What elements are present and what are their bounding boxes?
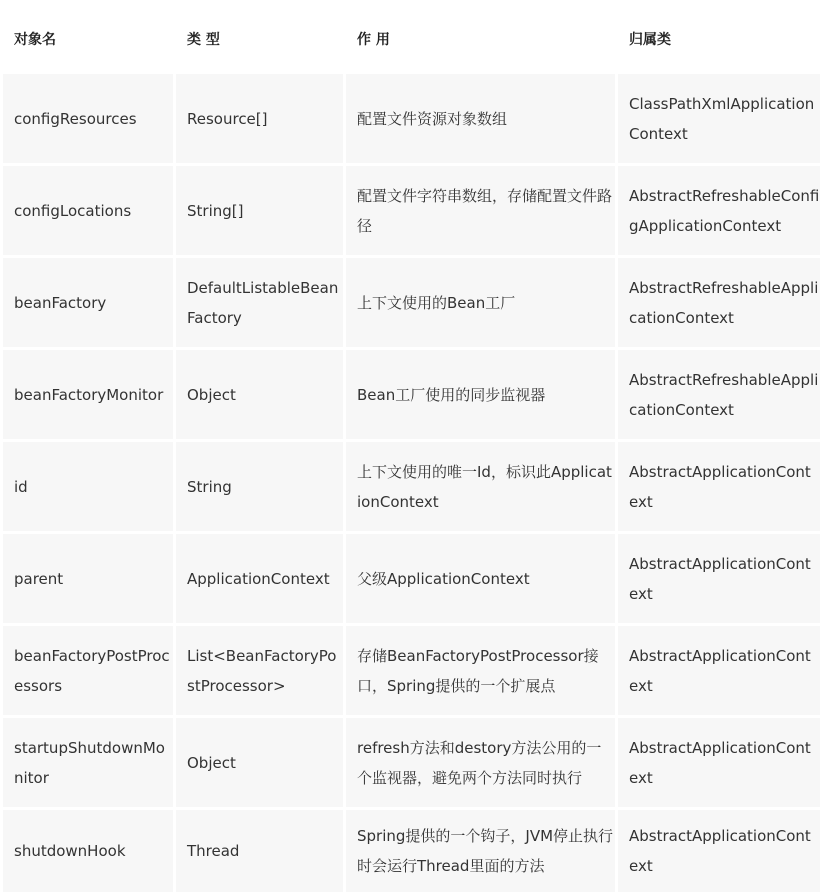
cell-object-name: beanFactoryPostProcessors bbox=[3, 626, 173, 715]
cell-object-name: configResources bbox=[3, 74, 173, 163]
table-row bbox=[3, 534, 820, 623]
cell-owner-class: ClassPathXmlApplicationContext bbox=[618, 74, 820, 163]
cell-type: DefaultListableBeanFactory bbox=[176, 258, 343, 347]
cell-object-name: beanFactory bbox=[3, 258, 173, 347]
cell-type: Object bbox=[176, 718, 343, 807]
cell-object-name: shutdownHook bbox=[3, 810, 173, 892]
cell-owner-class: AbstractRefreshableApplicationContext bbox=[618, 258, 820, 347]
cell-purpose: refresh方法和destory方法公用的一个监视器，避免两个方法同时执行 bbox=[346, 718, 615, 807]
cell-owner-class: AbstractRefreshableConfigApplicationContext bbox=[618, 166, 820, 255]
header-purpose: 作 用 bbox=[346, 9, 615, 71]
table-row bbox=[3, 350, 820, 439]
header-type: 类 型 bbox=[176, 9, 343, 71]
table-row bbox=[3, 258, 820, 347]
cell-purpose: 存储BeanFactoryPostProcessor接口，Spring提供的一个扩展点 bbox=[346, 626, 615, 715]
cell-type: String bbox=[176, 442, 343, 531]
table-row bbox=[3, 74, 820, 163]
fields-table-container bbox=[0, 6, 820, 895]
table-row bbox=[3, 718, 820, 807]
table-row bbox=[3, 442, 820, 531]
header-object-name: 对象名 bbox=[3, 9, 173, 71]
cell-object-name: parent bbox=[3, 534, 173, 623]
cell-type: Resource[] bbox=[176, 74, 343, 163]
cell-type: Object bbox=[176, 350, 343, 439]
table-row bbox=[3, 166, 820, 255]
fields-table bbox=[0, 6, 823, 895]
cell-owner-class: AbstractApplicationContext bbox=[618, 810, 820, 892]
cell-purpose: 上下文使用的Bean工厂 bbox=[346, 258, 615, 347]
cell-purpose: 上下文使用的唯一Id，标识此ApplicationContext bbox=[346, 442, 615, 531]
cell-object-name: configLocations bbox=[3, 166, 173, 255]
cell-purpose: 配置文件字符串数组，存储配置文件路径 bbox=[346, 166, 615, 255]
cell-type: Thread bbox=[176, 810, 343, 892]
cell-type: String[] bbox=[176, 166, 343, 255]
cell-owner-class: AbstractApplicationContext bbox=[618, 534, 820, 623]
cell-object-name: id bbox=[3, 442, 173, 531]
cell-owner-class: AbstractApplicationContext bbox=[618, 718, 820, 807]
cell-purpose: Bean工厂使用的同步监视器 bbox=[346, 350, 615, 439]
cell-purpose: 配置文件资源对象数组 bbox=[346, 74, 615, 163]
cell-object-name: beanFactoryMonitor bbox=[3, 350, 173, 439]
header-owner-class: 归属类 bbox=[618, 9, 820, 71]
cell-object-name: startupShutdownMonitor bbox=[3, 718, 173, 807]
cell-owner-class: AbstractApplicationContext bbox=[618, 626, 820, 715]
cell-owner-class: AbstractRefreshableApplicationContext bbox=[618, 350, 820, 439]
cell-owner-class: AbstractApplicationContext bbox=[618, 442, 820, 531]
table-header-row bbox=[3, 9, 820, 71]
cell-purpose: Spring提供的一个钩子，JVM停止执行时会运行Thread里面的方法 bbox=[346, 810, 615, 892]
table-row bbox=[3, 810, 820, 892]
cell-purpose: 父级ApplicationContext bbox=[346, 534, 615, 623]
cell-type: ApplicationContext bbox=[176, 534, 343, 623]
cell-type: List<BeanFactoryPostProcessor> bbox=[176, 626, 343, 715]
table-row bbox=[3, 626, 820, 715]
